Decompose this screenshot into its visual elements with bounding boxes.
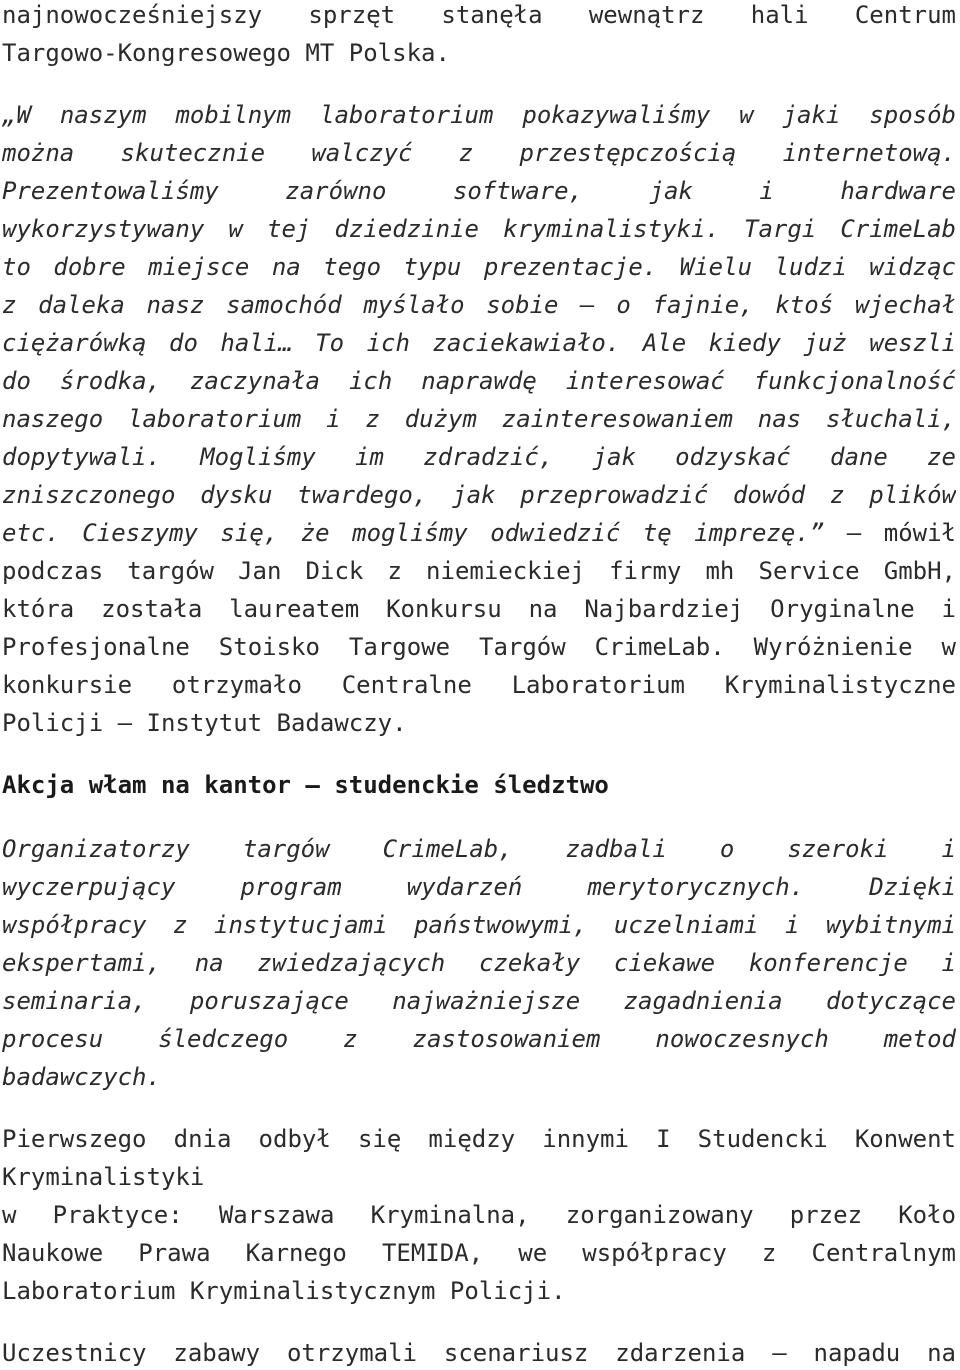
text-line: Uczestnicy zabawy otrzymali scenariusz zdarzenia – napadu na bbox=[2, 1339, 956, 1367]
text-line: to dobre miejsce na tego typu prezentacje. Wielu ludzi widząc bbox=[2, 253, 956, 281]
text-line: współpracy z instytucjami państwowymi, uczelniami i wybitnymi bbox=[2, 911, 956, 939]
text-line: Profesjonalne Stoisko Targowe Targów CrimeLab. Wyróżnienie w bbox=[2, 633, 956, 661]
text-line: konkursie otrzymało Centralne Laboratorium Kryminalistyczne bbox=[2, 671, 956, 699]
quote-end: etc. Cieszymy się, że mogliśmy odwiedzić tę imprezę.” bbox=[2, 519, 825, 547]
text-line: w Praktyce: Warszawa Kryminalna, zorganizowany przez Koło bbox=[2, 1201, 956, 1229]
section-heading: Akcja włam na kantor – studenckie śledztwo bbox=[2, 771, 609, 799]
text-line: wyczerpujący program wydarzeń merytorycznych. Dzięki bbox=[2, 873, 956, 901]
text-line: seminaria, poruszające najważniejsze zagadnienia dotyczące bbox=[2, 987, 956, 1015]
quote-attribution: – mówił bbox=[824, 519, 956, 547]
text-line: Organizatorzy targów CrimeLab, zadbali o szeroki i bbox=[2, 835, 956, 863]
text-line: dopytywali. Mogliśmy im zdradzić, jak odzyskać dane ze bbox=[2, 443, 956, 471]
text-line: Pierwszego dnia odbył się między innymi I Studencki Konwent bbox=[2, 1125, 956, 1153]
text-line: Laboratorium Kryminalistycznym Policji. bbox=[2, 1277, 566, 1305]
text-line: można skutecznie walczyć z przestępczością internetową. bbox=[2, 139, 956, 167]
text-line: Targowo-Kongresowego MT Polska. bbox=[2, 39, 450, 67]
text-line: najnowocześniejszy sprzęt stanęła wewnątrz hali Centrum bbox=[2, 1, 956, 29]
text-line: Policji – Instytut Badawczy. bbox=[2, 709, 407, 737]
text-line bbox=[2, 518, 956, 548]
text-line: badawczych. bbox=[2, 1063, 161, 1091]
text-line: z daleka nasz samochód myślało sobie – o fajnie, ktoś wjechał bbox=[2, 291, 956, 319]
text-line: Naukowe Prawa Karnego TEMIDA, we współpracy z Centralnym bbox=[2, 1239, 956, 1267]
text-line: wykorzystywany w tej dziedzinie kryminalistyki. Targi CrimeLab bbox=[2, 215, 956, 243]
text-line: Kryminalistyki bbox=[2, 1163, 205, 1191]
text-line: zniszczonego dysku twardego, jak przeprowadzić dowód z plików bbox=[2, 481, 956, 509]
text-line: ciężarówką do hali… To ich zaciekawiało. Ale kiedy już weszli bbox=[2, 329, 956, 357]
text-line: podczas targów Jan Dick z niemieckiej firmy mh Service GmbH, bbox=[2, 557, 956, 585]
text-line: „W naszym mobilnym laboratorium pokazywaliśmy w jaki sposób bbox=[2, 101, 956, 129]
text-line: naszego laboratorium i z dużym zainteresowaniem nas słuchali, bbox=[2, 405, 956, 433]
text-line: która została laureatem Konkursu na Najbardziej Oryginalne i bbox=[2, 595, 956, 623]
text-line: Prezentowaliśmy zarówno software, jak i hardware bbox=[2, 177, 956, 205]
text-line: do środka, zaczynała ich naprawdę interesować funkcjonalność bbox=[2, 367, 956, 395]
text-line: ekspertami, na zwiedzających czekały ciekawe konferencje i bbox=[2, 949, 956, 977]
text-line: procesu śledczego z zastosowaniem nowoczesnych metod bbox=[2, 1025, 956, 1053]
